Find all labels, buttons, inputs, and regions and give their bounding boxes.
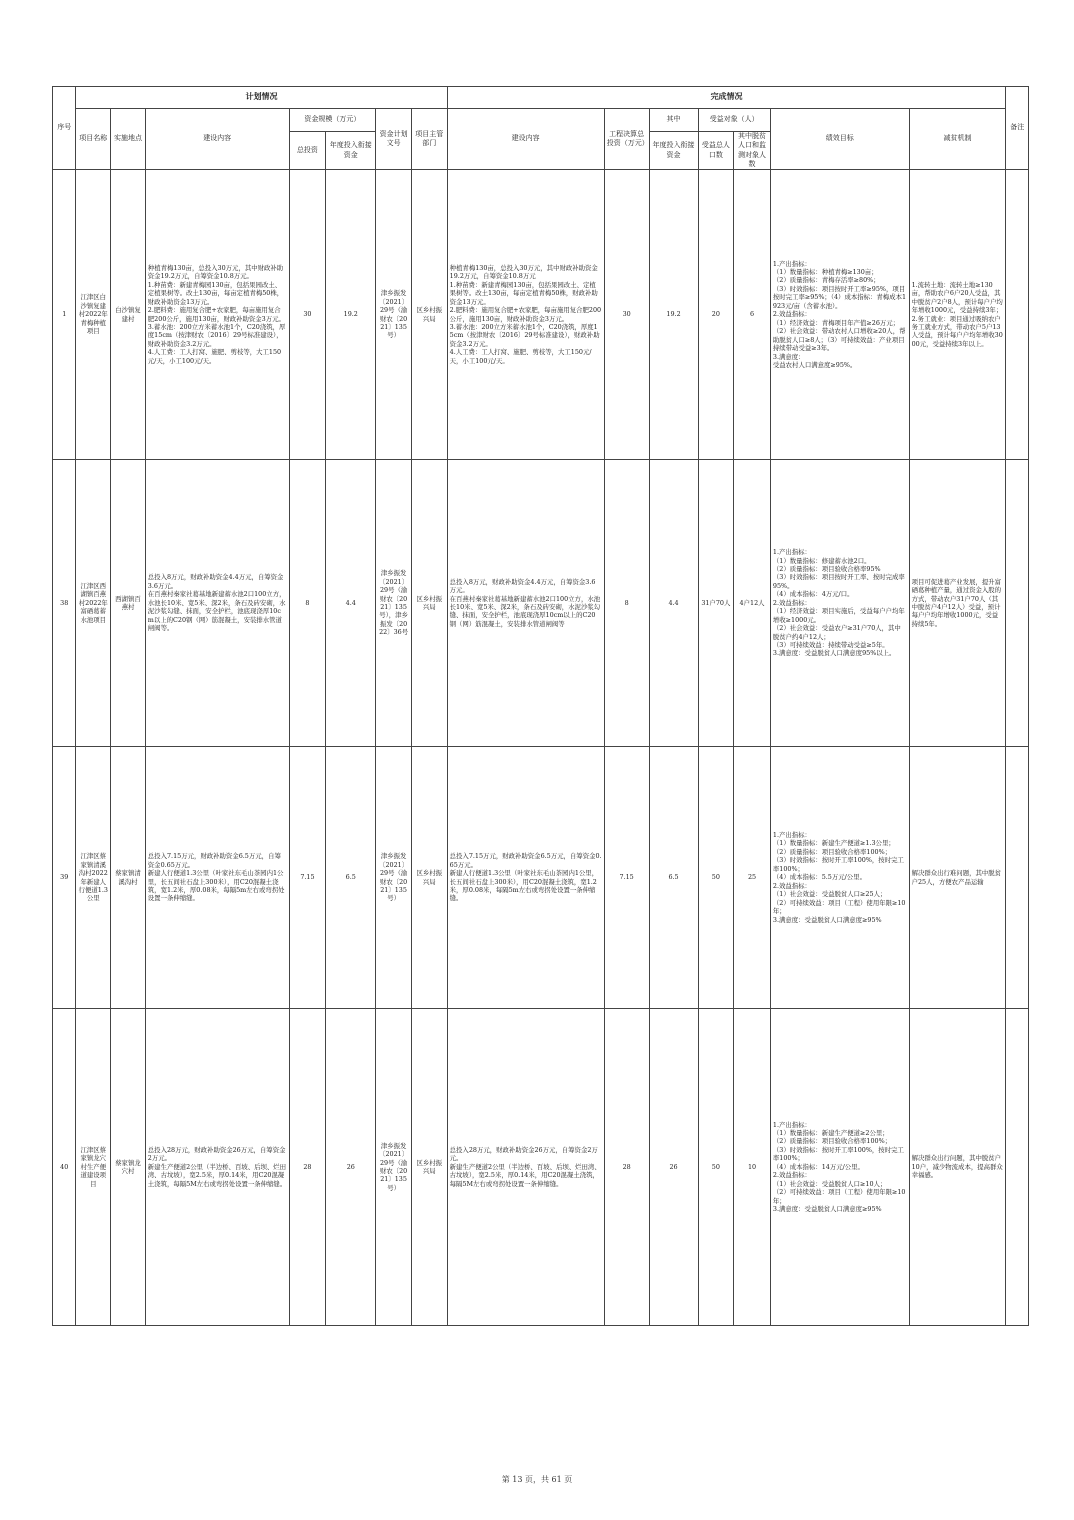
- row-annual-fund: 19.2: [326, 170, 376, 460]
- row-plan-doc: 津乡振发〔2021〕29号（渝财农〔2021〕135号）: [376, 747, 412, 1009]
- row-plan-content: 总投入7.15万元，财政补助资金6.5万元，自筹资金0.65万元。 新建人行便道1.3公里（叶家社东毛山茶园内1公里，长五间社石盘上300米），用C20混凝土浇筑，宽1.2米，厚0.08米，每隔5m左右或弯拐处设置一条伸缩缝。: [145, 747, 289, 1009]
- row-plan-doc: 津乡振发〔2021〕29号（渝财农〔2021〕135号），津乡振发〔2022〕36号: [376, 460, 412, 747]
- row-done-annual: 26: [649, 1009, 698, 1326]
- row-annual-fund: 4.4: [326, 460, 376, 747]
- row-remark: [1006, 747, 1029, 1009]
- header-location: 实施地点: [111, 109, 146, 170]
- row-plan-content: 种植青梅130亩，总投入30万元，其中财政补助资金19.2万元，自筹资金10.8万元。 1.种苗费：新建青梅园130亩，包括果园改土、定植果树等。改土130亩，每亩定植青梅50株，财政补助资金13万元。 2.肥料费：施用复合肥+农家肥，每亩施用复合肥200公斤，施用130亩，财政补助资金3万元。 3.蓄水池：200立方米蓄水池1个，C20浇筑，厚度15cm（按津财农〔2016〕29号标准建设），财政补助资金3.2万元。 4.人工费：工人打窝、施肥、剪枝等，大工150元/天，小工100元/天。: [145, 170, 289, 460]
- row-remark: [1006, 170, 1029, 460]
- row-annual-fund: 26: [326, 1009, 376, 1326]
- row-final-total: 28: [604, 1009, 649, 1326]
- row-location: 蔡家镇清溪沟村: [111, 747, 146, 1009]
- row-perf: 1.产出指标： （1）数量指标：种植青梅≥130亩； （2）质量指标：青梅存活率≥80%； （3）时效指标：项目按时开工率≥95%，项目按时完工率≥95%；（4）成本指标：青梅成本1923元/亩（含蓄水池）。 2.效益指标： （1）经济效益：青梅项目年产值≥26万元；（2）社会效益：带动农村人口增收≥20人，帮助脱贫人口≥8人；（3）可持续效益：产业项目持续带动受益≥3年。 3.满意度： 受益农村人口满意度≥95%。: [770, 170, 909, 460]
- row-seq: 40: [53, 1009, 76, 1326]
- table-row: [53, 170, 1029, 460]
- row-project-name: 江津区白沙镇复建村2022年青梅种植项目: [76, 170, 111, 460]
- row-plan-content: 总投入28万元，财政补助资金26万元，自筹资金2万元。 新建生产便道2公里（半边桥、百坡、后坝、烂田湾、古坟坡），宽2.5米，厚0.14米，用C20混凝土浇筑，每隔5M左右或弯拐处设置一条伸缩缝。: [145, 1009, 289, 1326]
- row-done-content: 总投入8万元，财政补助资金4.4万元，自筹资金3.6万元。 在百燕村秦家社葛基地新建蓄水池2口100立方，水池长10米、宽5米、深2米，条石及砖安砌，水泥沙浆勾缝、抹面，安全护栏，池底现浇厚10cm以上的C20钢（网）筋混凝土，安装排水管道闸阀等: [447, 460, 604, 747]
- row-done-annual: 4.4: [649, 460, 698, 747]
- row-plan-doc: 津乡振发〔2021〕29号（渝财农〔2021〕135号）: [376, 170, 412, 460]
- row-dept: 区乡村振兴局: [411, 1009, 447, 1326]
- header-remark: 备注: [1006, 87, 1029, 170]
- row-total-invest: 8: [289, 460, 326, 747]
- row-mech: 项目可促进葛产业发展，提升富硒葛种植产量，通过资金入股的方式，带动农户31户70人（其中脱贫户4户12人）受益，预计每户户均年增收1000元，受益持续5年。: [909, 460, 1006, 747]
- header-final-total: 工程决算总投资（万元）: [604, 109, 649, 170]
- row-dept: 区乡村振兴局: [411, 747, 447, 1009]
- row-benef-poor: 25: [734, 747, 771, 1009]
- header-plan-group: 计划情况: [76, 87, 447, 109]
- row-dept: 区乡村振兴局: [411, 170, 447, 460]
- row-annual-fund: 6.5: [326, 747, 376, 1009]
- row-mech: 解决群众出行难问题，其中脱贫户25人，方便农产品运输: [909, 747, 1006, 1009]
- header-benef-total: 受益总人口数: [698, 132, 734, 170]
- row-benef-poor: 4户12人: [734, 460, 771, 747]
- row-location: 西湖镇百燕村: [111, 460, 146, 747]
- row-benef-total: 20: [698, 170, 734, 460]
- row-project-name: 江津区蔡家镇龙穴村生产便道建设项目: [76, 1009, 111, 1326]
- header-seq: 序号: [53, 87, 76, 170]
- row-mech: 1.流转土地：流转土地≥130亩，帮助农户6户20人受益，其中脱贫户2户8人，预计每户户均年增收1000元，受益持续3年； 2.务工就业：项目通过吸纳农户务工就业方式，带动农户5户13人受益，预计每户户均年增收3000元，受益持续3年以上。: [909, 170, 1006, 460]
- row-perf: 1.产出指标： （1）数量指标：修建蓄水池2口。 （2）质量指标：项目验收合格率95% （3）时效指标：项目按时开工率、按时完成率95%。 （4）成本指标：4万元/口。 2.效益指标： （1）经济效益：项目实施后，受益每户户均年增收≥1000元。 （2）社会效益：受益农户≥31户70人，其中脱贫户约4户12人； （3）可持续效益：持续带动受益≥5年。 3.满意度：受益脱贫人口满意度95%以上。: [770, 460, 909, 747]
- header-project-name: 项目名称: [76, 109, 111, 170]
- header-dept: 项目主管部门: [411, 109, 447, 170]
- table-row: [53, 1009, 1029, 1326]
- header-total-invest: 总投资: [289, 132, 326, 170]
- row-seq: 1: [53, 170, 76, 460]
- row-remark: [1006, 1009, 1029, 1326]
- row-benef-total: 31户70人: [698, 460, 734, 747]
- row-benef-total: 50: [698, 1009, 734, 1326]
- row-total-invest: 28: [289, 1009, 326, 1326]
- row-mech: 解决群众出行问题，其中脱贫户10户，减少物流成本，提高群众幸福感。: [909, 1009, 1006, 1326]
- row-final-total: 7.15: [604, 747, 649, 1009]
- header-plan-content: 建设内容: [145, 109, 289, 170]
- project-table: [52, 86, 1029, 1326]
- header-among: 其中: [649, 109, 698, 132]
- row-done-content: 总投入28万元，财政补助资金26万元，自筹资金2万元。 新建生产便道2公里（半边桥、百坡、后坝、烂田湾、古坟坡），宽2.5米，厚0.14米，用C20混凝土浇筑，每隔5M左右或弯拐处设置一条伸缩缝。: [447, 1009, 604, 1326]
- row-total-invest: 30: [289, 170, 326, 460]
- row-benef-poor: 6: [734, 170, 771, 460]
- row-project-name: 江津区蔡家镇清溪沟村2022年新建人行便道1.3公里: [76, 747, 111, 1009]
- row-perf: 1.产出指标： （1）数量指标：新建生产便道≥2公里； （2）质量指标：项目验收合格率100%； （3）时效指标：按时开工率100%，按时完工率100%； （4）成本指标：14万元/公里。 2.效益指标： （1）社会效益：受益脱贫人口≥10人； （2）可持续效益：项目（工程）使用年限≥10年； 3.满意度：受益脱贫人口满意度≥95%: [770, 1009, 909, 1326]
- header-done-content: 建设内容: [447, 109, 604, 170]
- header-benef-poor: 其中脱贫人口和监测对象人数: [734, 132, 771, 170]
- row-benef-total: 50: [698, 747, 734, 1009]
- row-done-annual: 19.2: [649, 170, 698, 460]
- row-dept: 区乡村振兴局: [411, 460, 447, 747]
- row-done-annual: 6.5: [649, 747, 698, 1009]
- header-beneficiaries: 受益对象（人）: [698, 109, 770, 132]
- row-done-content: 总投入7.15万元，财政补助资金6.5万元，自筹资金0.65万元。 新建人行便道1.3公里（叶家社东毛山茶园内1公里，长五间社石盘上300米），用C20混凝土浇筑，宽1.2米，厚0.08米，每隔5m左右或弯拐处设置一条伸缩缝。: [447, 747, 604, 1009]
- header-mech: 减贫机制: [909, 109, 1006, 170]
- header-annual-fund: 年度投入衔接资金: [326, 132, 376, 170]
- header-done-group: 完成情况: [447, 87, 1006, 109]
- row-remark: [1006, 460, 1029, 747]
- row-perf: 1.产出指标： （1）数量指标：新建生产便道≥1.3公里； （2）质量指标：项目验收合格率100%； （3）时效指标：按时开工率100%，按时完工率100%； （4）成本指标：5.5万元/公里。 2.效益指标： （1）社会效益：受益脱贫人口≥25人； （2）可持续效益：项目（工程）使用年限≥10年； 3.满意度：受益脱贫人口满意度≥95%: [770, 747, 909, 1009]
- row-final-total: 30: [604, 170, 649, 460]
- header-plan-doc: 资金计划文号: [376, 109, 412, 170]
- row-total-invest: 7.15: [289, 747, 326, 1009]
- table-row: [53, 460, 1029, 747]
- page-footer: 第 13 页，共 61 页: [501, 1475, 573, 1484]
- row-plan-content: 总投入8万元，财政补助资金4.4万元，自筹资金3.6万元。 在百燕村秦家社葛基地新建蓄水池2口100立方，水池长10米、宽5米、深2米，条石及砖安砌，水泥沙浆勾缝、抹面，安全护栏，池底现浇厚10cm以上的C20钢（网）筋混凝土，安装排水管道闸阀等。: [145, 460, 289, 747]
- table-row: [53, 747, 1029, 1009]
- row-done-content: 种植青梅130亩，总投入30万元，其中财政补助资金19.2万元，自筹资金10.8万元 1.种苗费：新建青梅园130亩，包括果园改土、定植果树等。改土130亩，每亩定植青梅50株，财政补助资金13万元。 2.肥料费：施用复合肥+农家肥，每亩施用复合肥200公斤，施用130亩，财政补助资金3万元。 3.蓄水池：200立方米蓄水池1个，C20浇筑，厚度15cm（按津财农〔2016〕29号标准建设），财政补助资金3.2万元。 4.人工费：工人打窝、施肥、剪枝等，大工150元/天，小工100元/天。: [447, 170, 604, 460]
- row-seq: 38: [53, 460, 76, 747]
- row-location: 白沙镇复建村: [111, 170, 146, 460]
- header-perf: 绩效目标: [770, 109, 909, 170]
- row-plan-doc: 津乡振发〔2021〕29号（渝财农〔2021〕135号）: [376, 1009, 412, 1326]
- row-seq: 39: [53, 747, 76, 1009]
- row-project-name: 江津区西湖镇百燕村2022年富硒葛蓄水池项目: [76, 460, 111, 747]
- header-fund-scale: 资金规模（万元）: [289, 109, 376, 132]
- header-done-annual: 年度投入衔接资金: [649, 132, 698, 170]
- row-location: 蔡家镇龙穴村: [111, 1009, 146, 1326]
- row-benef-poor: 10: [734, 1009, 771, 1326]
- row-final-total: 8: [604, 460, 649, 747]
